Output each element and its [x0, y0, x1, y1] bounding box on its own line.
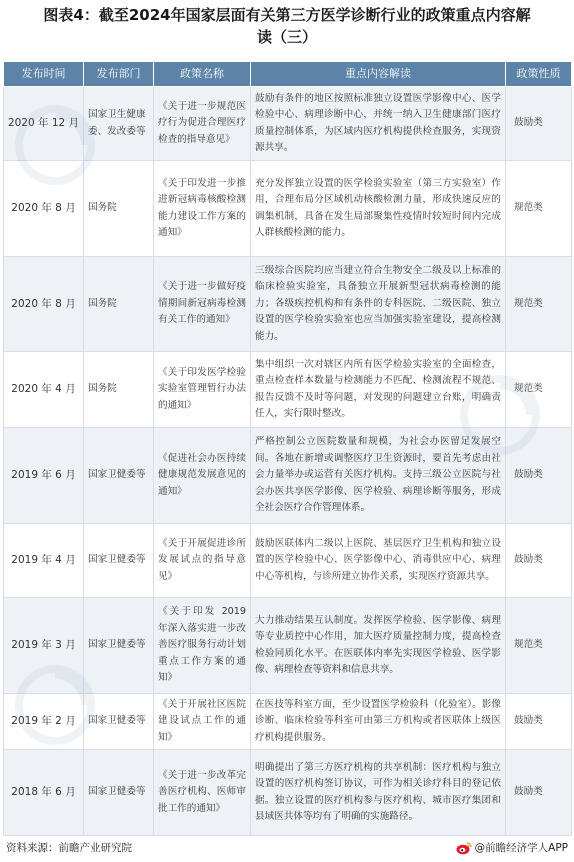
weibo-logo-icon [456, 841, 472, 855]
header-name: 政策名称 [154, 62, 251, 87]
header-nature: 政策性质 [506, 62, 572, 87]
cell-date: 2019 年 4 月 [4, 524, 84, 598]
cell-content: 鼓励有条件的地区按照标准独立设置医学影像中心、医学检验中心、病理诊断中心，并统一纳入卫生健康部门医疗质量控制体系，为区域内医疗机构提供检查服务，实现资源共享。 [251, 87, 506, 161]
cell-date: 2019 年 3 月 [4, 598, 84, 694]
cell-dept: 国家卫健委等 [84, 694, 154, 750]
cell-nature: 规范类 [506, 598, 572, 694]
title-line-2: 读（三） [256, 28, 317, 46]
cell-dept: 国家卫健委等 [84, 598, 154, 694]
cell-nature: 鼓励类 [506, 524, 572, 598]
cell-dept: 国务院 [84, 161, 154, 257]
cell-content: 在医技等科室方面，至少设置医学检验科（化验室）。影像诊断、临床检验等科室可由第三方机构或者医联体上级医疗机构提供服务。 [251, 694, 506, 750]
cell-dept: 国务院 [84, 257, 154, 352]
cell-nature: 鼓励类 [506, 87, 572, 161]
table-row [4, 428, 572, 524]
cell-date: 2018 年 6 月 [4, 750, 84, 836]
cell-date: 2020 年 8 月 [4, 161, 84, 257]
cell-date: 2020 年 8 月 [4, 257, 84, 352]
cell-name: 《关于进一步改革完善医疗机构、医师审批工作的通知》 [154, 750, 251, 836]
cell-nature: 鼓励类 [506, 750, 572, 836]
cell-dept: 国家卫健委等 [84, 750, 154, 836]
cell-name: 《关于进一步做好疫情期间新冠病毒检测有关工作的通知》 [154, 257, 251, 352]
cell-date: 2019 年 2 月 [4, 694, 84, 750]
table-header-row [4, 62, 572, 87]
cell-content: 充分发挥独立设置的医学检验实验室（第三方实验室）作用，合理布局分区域机动核酸检测力量，形成快速反应的调集机制，具备在发生局部聚集性疫情时较短时间内完成人群核酸检测的能力。 [251, 161, 506, 257]
cell-date: 2019 年 6 月 [4, 428, 84, 524]
cell-dept: 国家卫健委等 [84, 524, 154, 598]
table-row [4, 750, 572, 836]
title-line-1: 图表4：截至2024年国家层面有关第三方医学诊断行业的政策重点内容解 [43, 6, 531, 24]
policy-table [3, 61, 572, 836]
cell-dept: 国家卫生健康委、发改委等 [84, 87, 154, 161]
header-content: 重点内容解读 [251, 62, 506, 87]
table-row [4, 694, 572, 750]
table-row [4, 257, 572, 352]
header-date: 发布时间 [4, 62, 84, 87]
brand-label: @前瞻经济学人APP [474, 842, 568, 854]
footer [6, 839, 568, 857]
cell-content: 大力推动结果互认制度。发挥医学检验、医学影像、病理等专业质控中心作用，加大医疗质量控制力度，提高检查检验同质化水平。在医联体内率先实现医学检验、医学影像、病理检查等资料和信息共享。 [251, 598, 506, 694]
cell-name: 《关于开展促进诊所发展试点的指导意见》 [154, 524, 251, 598]
cell-nature: 规范类 [506, 352, 572, 428]
cell-date: 2020 年 12 月 [4, 87, 84, 161]
table-row [4, 161, 572, 257]
cell-name: 《关于印发进一步推进新冠病毒核酸检测能力建设工作方案的通知》 [154, 161, 251, 257]
table-row [4, 352, 572, 428]
cell-nature: 鼓励类 [506, 694, 572, 750]
cell-nature: 规范类 [506, 161, 572, 257]
cell-date: 2020 年 4 月 [4, 352, 84, 428]
cell-dept: 国家卫健委等 [84, 428, 154, 524]
cell-name: 《促进社会办医持续健康规范发展意见的通知》 [154, 428, 251, 524]
cell-dept: 国务院 [84, 352, 154, 428]
page-title [0, 4, 574, 48]
cell-name: 《关于进一步规范医疗行为促进合理医疗检查的指导意见》 [154, 87, 251, 161]
cell-content: 严格控制公立医院数量和规模，为社会办医留足发展空间。各地在新增或调整医疗卫生资源时，要首先考虑由社会力量举办或运营有关医疗机构。支持三级公立医院与社会办医共享医学影像、医学检验、病理诊断等服务，形成全社会医疗合作管理体系。 [251, 428, 506, 524]
cell-content: 三级综合医院均应当建立符合生物安全二级及以上标准的临床检验实验室，具备独立开展新型冠状病毒检测的能力；各级疾控机构和有条件的专科医院、二级医院、独立设置的医学检验实验室也应当加强实验室建设，提高检测能力。 [251, 257, 506, 352]
table-row [4, 598, 572, 694]
cell-nature: 鼓励类 [506, 428, 572, 524]
cell-name: 《关于印发医学检验实验室管理暂行办法的通知》 [154, 352, 251, 428]
table-row [4, 524, 572, 598]
brand-credit [456, 839, 568, 857]
source-note: 资料来源：前瞻产业研究院 [6, 842, 132, 854]
cell-content: 明确提出了第三方医疗机构的共享机制：医疗机构与独立设置的医疗机构签订协议，可作为相关诊疗科目的登记依据。独立设置的医疗机构参与医疗机构、城市医疗集团和县域医共体等均有了明确的实施路径。 [251, 750, 506, 836]
cell-name: 《关于印发 2019 年深入落实进一步改善医疗服务行动计划重点工作方案的通知》 [154, 598, 251, 694]
cell-nature: 规范类 [506, 257, 572, 352]
cell-content: 鼓励医联体内二级以上医院、基层医疗卫生机构和独立设置的医学检验中心、医学影像中心、消毒供应中心、病理中心等机构，与诊所建立协作关系，实现医疗资源共享。 [251, 524, 506, 598]
cell-name: 《关于开展社区医院建设试点工作的通知》 [154, 694, 251, 750]
header-dept: 发布部门 [84, 62, 154, 87]
cell-content: 集中组织一次对辖区内所有医学检验实验室的全面检查，重点检查样本数量与检测能力不匹配、检测流程不规范、报告反馈不及时等问题，对发现的问题建立台账，明确责任人，实行限时整改。 [251, 352, 506, 428]
table-row [4, 87, 572, 161]
